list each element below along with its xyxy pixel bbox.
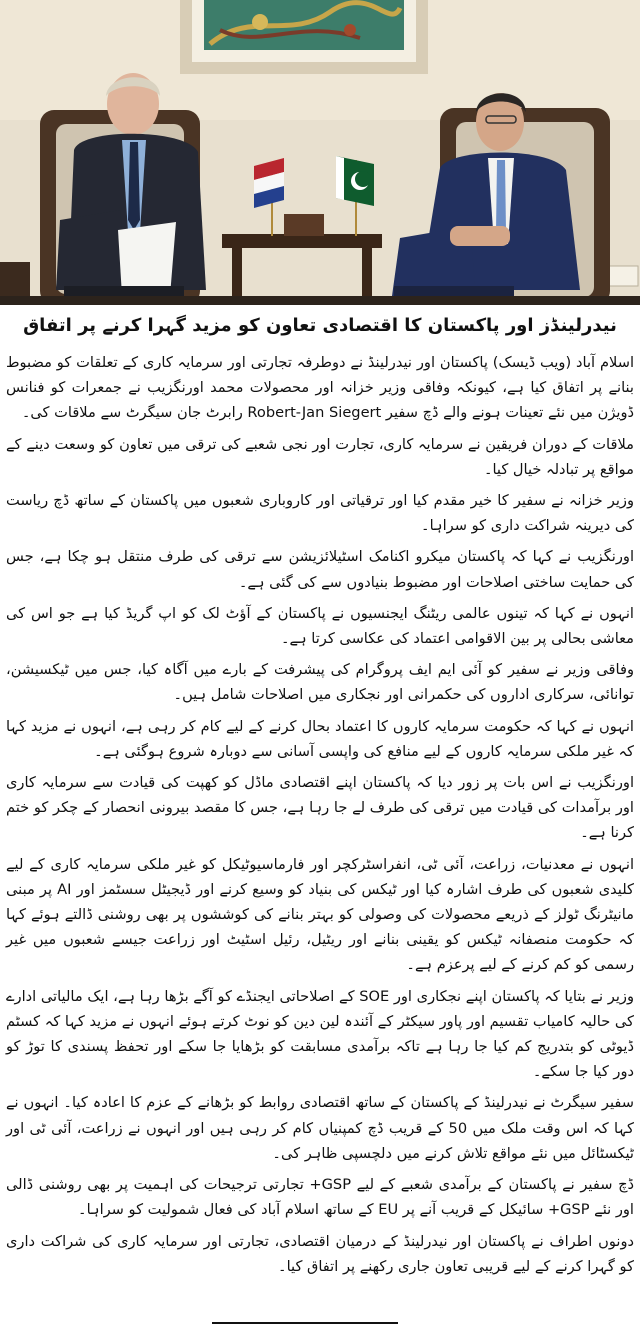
article-paragraph-1: اسلام آباد (ویب ڈیسک) پاکستان اور نیدرلینڈ نے دوطرفہ تجارتی اور سرمایہ کاری کے تعلقات کو مضبوط بنانے پر اتفاق کیا ہے، کیونکہ وفاقی وزیر خزانہ اور محصولات محمد اورنگزیب نے جمعرات کو فنانس ڈویژن میں نئے تعینات ہونے والے ڈچ سفیر Robert-Jan Siegert رابرٹ جان سیگرٹ سے ملاقات کی۔ bbox=[6, 354, 634, 422]
meeting-photo bbox=[0, 0, 640, 305]
article-body bbox=[6, 350, 634, 1285]
meeting-photo-illustration bbox=[0, 0, 640, 305]
article-paragraph-9: انہوں نے معدنیات، زراعت، آئی ٹی، انفراسٹرکچر اور فارماسیوٹیکل کو غیر ملکی سرمایہ کاری کے لیے کلیدی شعبوں کی طرف اشارہ کیا اور ٹیکس کی بنیاد کو وسیع کرنے اور ڈیجیٹل سسٹمز اور AI پر مبنی مانیٹرنگ ٹولز کے ذریعے محصولات کی وصولی کو بہتر بنانے کی کوششوں پر بھی روشنی ڈالتے ہوئے کہا کہ حکومت منصفانہ ٹیکس کو یقینی بنانے اور ریٹیل، رئیل اسٹیٹ اور زراعت جیسے شعبوں میں غیر رسمی کو کم کرنے کے لیے پرعزم ہے۔ bbox=[6, 855, 634, 974]
pakistan-flag-icon bbox=[336, 156, 374, 206]
end-divider bbox=[212, 1322, 398, 1324]
article-headline: نیدرلینڈز اور پاکستان کا اقتصادی تعاون کو مزید گہرا کرنے پر اتفاق bbox=[23, 315, 617, 336]
article-paragraph-6: وفاقی وزیر نے سفیر کو آئی ایم ایف پروگرام کی پیشرفت کے بارے میں آگاہ کیا، جس میں ٹیکسیشن، توانائی، سرکاری اداروں کی حکمرانی اور نجکاری میں اصلاحات شامل ہیں۔ bbox=[6, 661, 634, 704]
article-paragraph-2: ملاقات کے دوران فریقین نے سرمایہ کاری، تجارت اور نجی شعبے کی ترقی میں تعاون کو وسعت دینے کے مواقع پر تبادلہ خیال کیا۔ bbox=[6, 435, 634, 478]
article-paragraph-12: ڈچ سفیر نے پاکستان کے برآمدی شعبے کے لیے GSP+ تجارتی ترجیحات کی اہمیت پر بھی روشنی ڈالی اور نئے GSP+ سائیکل کے قریب آنے پر EU کے ساتھ اسلام آباد کی فعال شمولیت کو سراہا۔ bbox=[6, 1176, 634, 1219]
netherlands-flag-icon bbox=[254, 158, 284, 208]
article-paragraph-11: سفیر سیگرٹ نے نیدرلینڈ کے پاکستان کے ساتھ اقتصادی روابط کو بڑھانے کے عزم کا اعادہ کیا۔ انہوں نے کہا کہ اس وقت ملک میں 50 کے قریب ڈچ کمپنیاں کام کر رہی ہیں اور انہوں نے زراعت، آئی ٹی اور ٹیکسٹائل میں نئے مواقع تلاش کرنے میں دلچسپی ظاہر کی۔ bbox=[6, 1094, 634, 1162]
article-paragraph-4: اورنگزیب نے کہا کہ پاکستان میکرو اکنامک اسٹیلائزیشن سے ترقی کی طرف منتقل ہو چکا ہے، جس کی حمایت ساختی اصلاحات اور مضبوط بنیادوں سے کی گئی ہے۔ bbox=[6, 548, 634, 591]
article-paragraph-7: انہوں نے کہا کہ حکومت سرمایہ کاروں کا اعتماد بحال کرنے کے لیے کام کر رہی ہے، انہوں نے مزید کہا کہ غیر ملکی سرمایہ کاروں کے لیے منافع کی واپسی آسانی سے دوبارہ شروع ہوگئی ہے۔ bbox=[6, 717, 634, 760]
article-paragraph-13: دونوں اطراف نے پاکستان اور نیدرلینڈ کے درمیان اقتصادی، تجارتی اور سرمایہ کاری کی شراکت داری کو گہرا کرنے کے لیے قریبی تعاون جاری رکھنے پر اتفاق کیا۔ bbox=[6, 1232, 634, 1275]
article-paragraph-5: انہوں نے کہا کہ تینوں عالمی ریٹنگ ایجنسیوں نے پاکستان کے آؤٹ لک کو اپ گریڈ کیا ہے جو اس کی معاشی بحالی پر بین الاقوامی اعتماد کی عکاسی کرتا ہے۔ bbox=[6, 604, 634, 648]
article-paragraph-10: وزیر نے بتایا کہ پاکستان اپنے نجکاری اور SOE کے اصلاحاتی ایجنڈے کو آگے بڑھا رہا ہے، ایک مالیاتی ادارے کی حالیہ کامیاب تقسیم اور پاور سیکٹر کے آئندہ لین دین کو نوٹ کرتے ہوئے انہوں نے مزید کہا کہ کسٹم ڈیوٹی کو بتدریج کم کیا جا رہا ہے تاکہ برآمدی مسابقت کو بڑھایا جا سکے اور تحفظ پسندی کا توڑ کو دور کیا جا سکے۔ bbox=[6, 987, 634, 1081]
article-paragraph-8: اورنگزیب نے اس بات پر زور دیا کہ پاکستان اپنے اقتصادی ماڈل کو کھپت کی قیادت سے سرمایہ کاری اور برآمدات کی قیادت میں ترقی کی طرف لے جا رہا ہے، جس کا مقصد بیرونی انحصار کے چکر کو ختم کرنا ہے۔ bbox=[6, 774, 634, 842]
article-paragraph-3: وزیر خزانہ نے سفیر کا خیر مقدم کیا اور ترقیاتی اور کاروباری شعبوں میں پاکستان کے ساتھ ڈچ ریاست کی دیرینہ شراکت داری کو سراہا۔ bbox=[6, 492, 634, 535]
